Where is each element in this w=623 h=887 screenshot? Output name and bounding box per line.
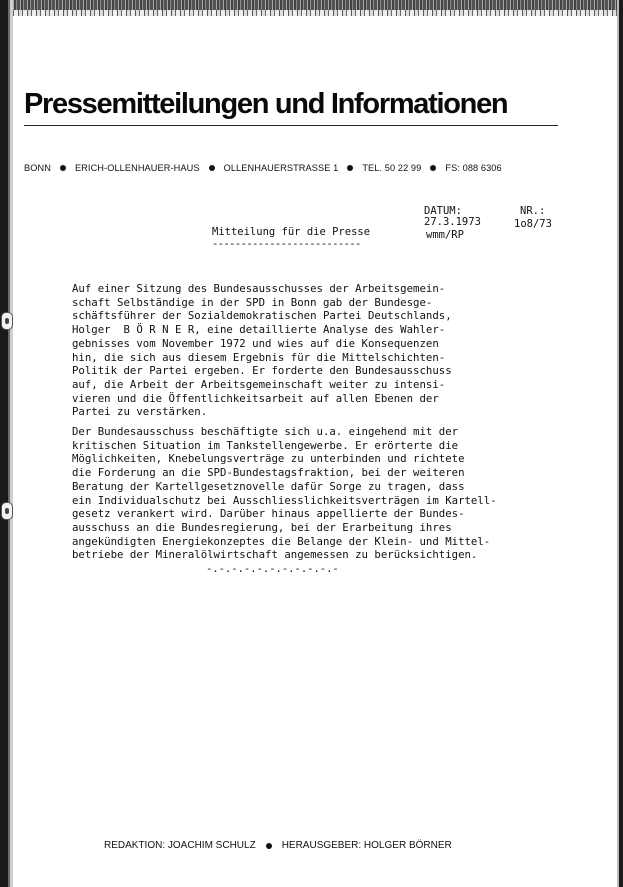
datum-label: DATUM: [424,205,462,217]
body-line: Partei zu verstärken. [72,405,208,419]
address-city: BONN [24,163,51,173]
body-line: ausschuss an die Bundesregierung, bei der Erarbeitung ihres [72,520,452,534]
footer-herausgeber: HERAUSGEBER: HOLGER BÖRNER [281,840,452,851]
letterhead-address [24,163,564,173]
nr-label: NR.: [520,205,546,217]
scan-border-right [617,0,623,887]
footer [104,840,452,851]
address-street: OLLENHAUERSTRASSE 1 [223,163,339,173]
bullet-icon [209,165,215,171]
punch-hole-icon [1,312,13,330]
kuerzel: wmm/RP [426,229,464,241]
body-line: ein Individualschutz bei Ausschliesslichkeitsverträgen im Kartell- [72,493,497,507]
letterhead-title: Pressemitteilungen und Informationen [24,88,508,120]
body-line: kritischen Situation im Tankstellengewerbe. Er erörterte die [72,438,459,452]
body-line: gebnisses vom November 1972 und wies auf die Konsequenzen [72,336,439,350]
body-line: angekündigten Energiekonzeptes die Belange der Klein- und Mittel- [72,534,491,548]
address-phone: TEL. 50 22 99 [362,163,422,173]
bullet-icon [430,165,436,171]
letterhead-rule [24,125,558,126]
body-line: Politik der Partei ergeben. Er forderte den Bundesausschuss [72,364,452,378]
body-line: betriebe der Mineralölwirtschaft angemessen zu berücksichtigen. [72,548,478,562]
footer-redaktion: REDAKTION: JOACHIM SCHULZ [104,840,256,851]
scan-border-left [0,0,13,887]
bullet-icon [266,843,272,849]
body-line: Beratung der Kartellgesetznovelle dafür Sorge zu tragen, dass [72,479,465,493]
body-line: schaft Selbständige in der SPD in Bonn gab der Bundesge- [72,295,433,309]
address-telex: FS: 088 6306 [445,163,502,173]
body-line: die Forderung an die SPD-Bundestagsfraktion, bei der weiteren [72,466,465,480]
scan-border-top-inner [0,10,623,16]
body-line: Auf einer Sitzung des Bundesausschusses der Arbeitsgemein- [72,282,446,295]
body-line: Möglichkeiten, Knebelungsverträge zu unterbinden und richtete [72,452,465,466]
body-line: hin, die sich aus diesem Ergebnis für die Mittelschichten- [72,350,446,364]
body-line: gesetz verankert wird. Darüber hinaus appellierte der Bundes- [72,507,465,521]
body-line: Holger B Ö R N E R, eine detaillierte Analyse des Wahler- [72,323,446,337]
subject-underline: -------------------------- [212,238,361,250]
address-building: ERICH-OLLENHAUER-HAUS [74,163,200,173]
body-line: vieren und die Öffentlichkeitsarbeit auf allen Ebenen der [72,391,439,405]
bullet-icon [347,165,353,171]
body-paragraph-2 [72,425,562,562]
subject-title: Mitteilung für die Presse [212,226,371,238]
bullet-icon [60,165,66,171]
datum-value: 27.3.1973 [424,216,481,228]
body-line: Der Bundesausschuss beschäftigte sich u.a. eingehend mit der [72,425,459,438]
body-paragraph-1 [72,282,562,419]
body-line: schäftsführer der Sozialdemokratischen Partei Deutschlands, [72,309,452,323]
nr-value: 1o8/73 [514,218,552,230]
body-line: auf, die Arbeit der Arbeitsgemeinschaft weiter zu intensi- [72,377,446,391]
end-mark: -.-.-.-.-.-.-.-.-.-.- [206,563,339,575]
punch-hole-icon [1,502,13,520]
